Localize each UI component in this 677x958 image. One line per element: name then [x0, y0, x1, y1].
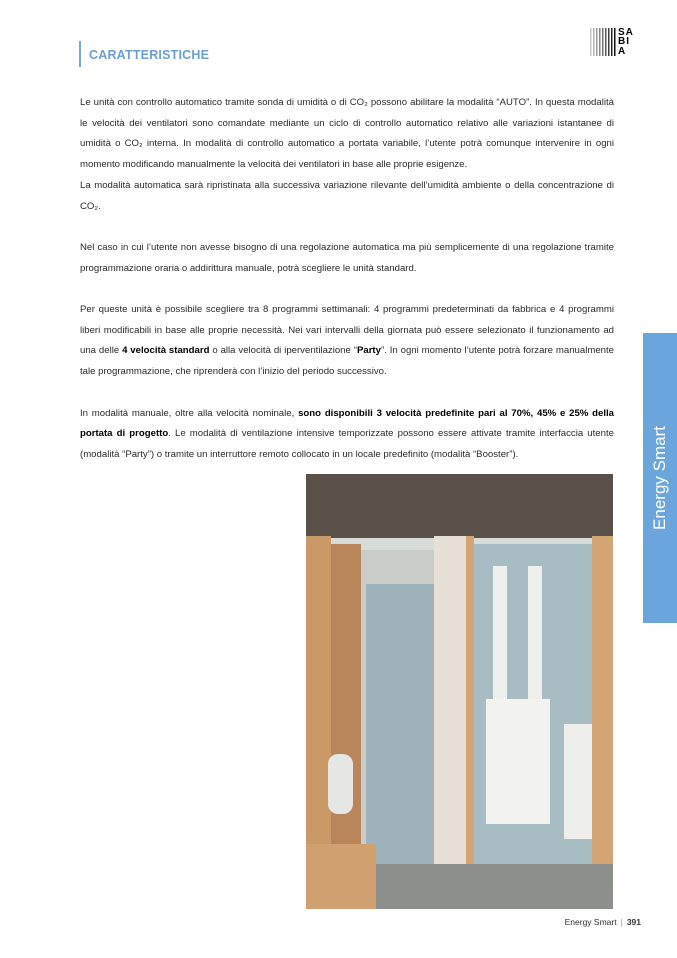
paragraph-standard-units: Nel caso in cui l’utente non avesse bisogno di una regolazione automatica ma più semplicemente di una regolazione tramite programmazione oraria o addirittura manuale, potrà scegliere le unità standard.	[80, 241, 614, 274]
paragraph-auto-mode: Le unità con controllo automatico tramite sonda di umidità o di CO₂ possono abilitare la modalità “AUTO”. In questa modalità le velocità dei ventilatori sono comandate mediante un ciclo di controllo automatico relativo alle variazioni istantanee di umidità o CO₂ interna. In modalità di controllo automatico a portata variabile, l’utente potrà comunque intervenire in ogni momento modificando manualmente la velocità dei ventilatori in base alle proprie esigenze. La modalità automatica sarà ripristinata alla successiva variazione rilevante dell’umidità ambiente o della concentrazione di CO₂.	[80, 97, 614, 212]
page-number: 391	[626, 917, 641, 927]
product-photo	[306, 474, 613, 909]
logo-dot-pattern	[590, 28, 617, 56]
section-title: CARATTERISTICHE	[89, 48, 210, 62]
paragraph-manual-mode: In modalità manuale, oltre alla velocità nominale, sono disponibili 3 velocità predefinite pari al 70%, 45% e 25% della portata di progetto. Le modalità di ventilazione intensive temporizzate possono essere attivate tramite interfaccia utente (modalità “Party”) o tramite un interruttore remoto collocato in un locale predefinito (modalità “Booster”).	[80, 407, 614, 460]
side-tab: Energy Smart	[643, 333, 677, 623]
page-footer: Energy Smart | 391	[564, 917, 641, 927]
header-accent-bar	[79, 41, 81, 67]
paragraph-weekly-programs: Per queste unità è possibile scegliere tra 8 programmi settimanali: 4 programmi predeterminati da fabbrica e 4 programmi liberi modificabili in base alle proprie necessità. Nei vari intervalli della giornata può essere selezionato il funzionamento ad una delle 4 velocità standard o alla velocità di iperventilazione “Party”. In ogni momento l’utente potrà forzare manualmente tale programmazione, che riprenderà con l’inizio del periodo successivo.	[80, 304, 614, 378]
body-text	[80, 93, 614, 486]
sabiana-logo: SA BI A	[590, 27, 650, 57]
